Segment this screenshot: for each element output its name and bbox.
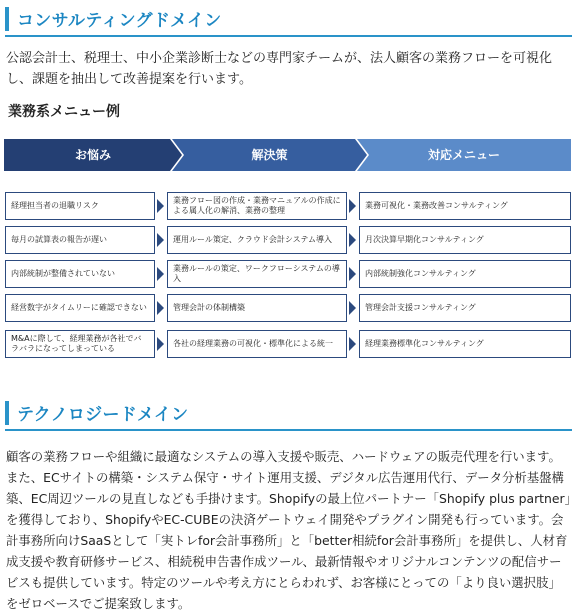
problem-cell: 経理担当者の退職リスク: [5, 192, 155, 220]
flow-header-label: 対応メニュー: [427, 148, 500, 162]
arrow-right-icon: [349, 301, 356, 315]
solution-cell: 業務ルールの策定、ワークフローシステムの導入: [167, 260, 347, 288]
problem-cell: M&Aに際して、経理業務が各社でバラバラになってしまっている: [5, 330, 155, 358]
flow-header-problem: [4, 139, 182, 171]
arrow-right-icon: [157, 337, 164, 351]
arrow-right-icon: [157, 267, 164, 281]
arrow-right-icon: [349, 267, 356, 281]
technology-description: 顧客の業務フローや組織に最適なシステムの導入支援や販売、ハードウェアの販売代理を行います。また、ECサイトの構築・システム保守・サイト運用支援、デジタル広告運用代行、データ分析基盤構築、EC周辺ツールの見直しなども手掛けます。Shopifyの最上位パートナー「Shopify plus partner」を獲得しており、ShopifyやEC-CUBEの決済ゲートウェイ開発やプラグイン開発も行っています。会計事務所向けSaaSとして「実トレfor会計事務所」と「better相続for会計事務所」を提供し、人材育成支援や教育研修サービス、相続税申告書作成ツール、最新情報やオリジナルコンテンツの配信サービスも提供しています。特定のツールや考え方にとらわれず、お客様にとっての「より良い選択肢」をゼロベースでご提案致します。: [6, 449, 571, 611]
consulting-section-header: [5, 4, 572, 38]
arrow-right-icon: [157, 233, 164, 247]
solution-cell: 運用ルール策定、クラウド会計システム導入: [167, 226, 347, 254]
technology-section-header: [5, 398, 572, 432]
problem-cell: 毎月の試算表の報告が遅い: [5, 226, 155, 254]
consulting-title: コンサルティングドメイン: [17, 11, 222, 31]
solution-cell: 業務フロー図の作成・業務マニュアルの作成による属人化の解消、業務の整理: [167, 192, 347, 220]
flow-header-solution: [172, 139, 367, 171]
solution-cell: 管理会計の体制構築: [167, 294, 347, 322]
problem-cell: 経営数字がタイムリーに確認できない: [5, 294, 155, 322]
flow-header-label: 解決策: [251, 148, 288, 162]
technology-title: テクノロジードメイン: [17, 405, 189, 425]
menu-cell: 月次決算早期化コンサルティング: [359, 226, 571, 254]
arrow-right-icon: [157, 199, 164, 213]
menu-cell: 業務可視化・業務改善コンサルティング: [359, 192, 571, 220]
arrow-right-icon: [157, 301, 164, 315]
flow-header-menu: [357, 139, 571, 171]
solution-cell: 各社の経理業務の可視化・標準化による統一: [167, 330, 347, 358]
section-underline: [5, 35, 572, 37]
flow-header-label: お悩み: [74, 148, 111, 162]
section-accent-bar: [5, 7, 9, 31]
menu-cell: 経理業務標準化コンサルティング: [359, 330, 571, 358]
consulting-description: 公認会計士、税理士、中小企業診断士などの専門家チームが、法人顧客の業務フローを可視化し、課題を抽出して改善提案を行います。: [6, 51, 553, 87]
section-accent-bar: [5, 401, 9, 425]
menu-example-title: 業務系メニュー例: [8, 104, 120, 120]
menu-cell: 内部統制強化コンサルティング: [359, 260, 571, 288]
section-underline: [5, 429, 572, 431]
arrow-right-icon: [349, 337, 356, 351]
arrow-right-icon: [349, 199, 356, 213]
problem-cell: 内部統制が整備されていない: [5, 260, 155, 288]
arrow-right-icon: [349, 233, 356, 247]
menu-cell: 管理会計支援コンサルティング: [359, 294, 571, 322]
